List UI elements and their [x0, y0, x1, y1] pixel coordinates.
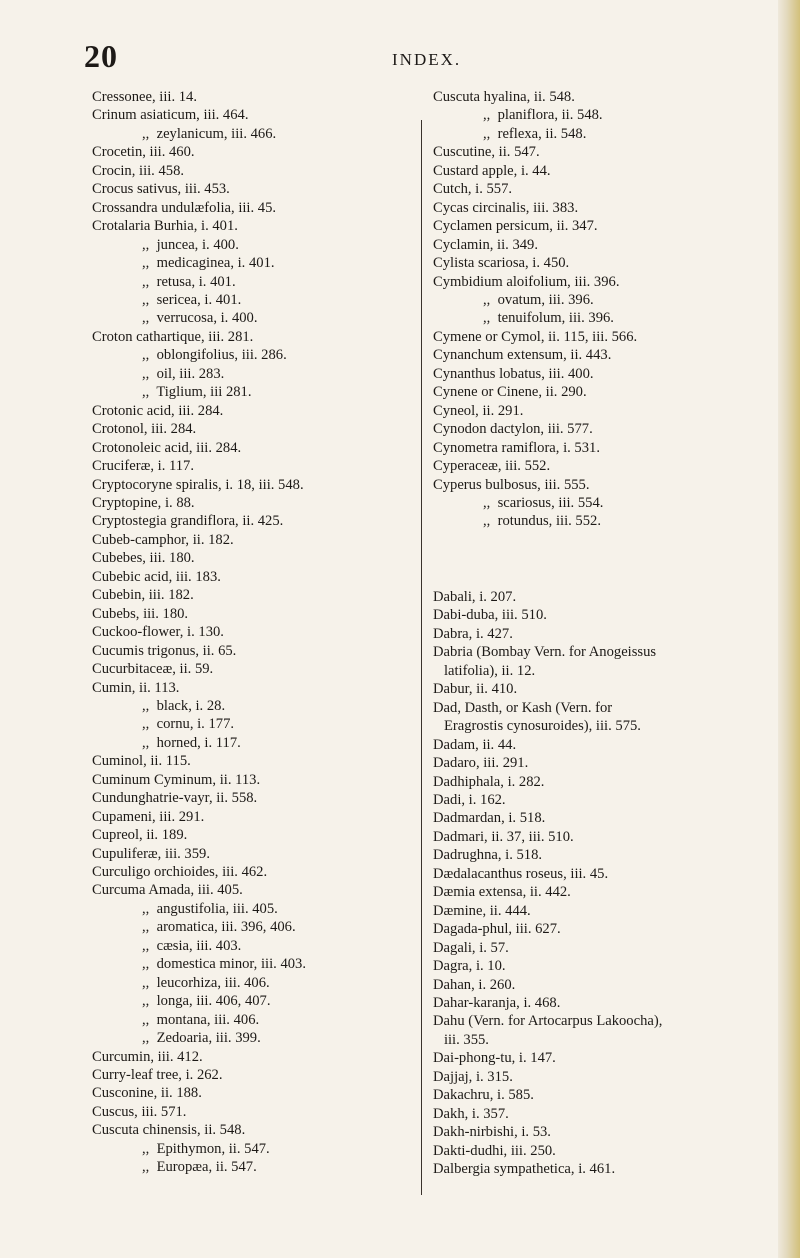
index-entry: Eragrostis cynosuroides), iii. 575. [433, 718, 641, 735]
index-entry: Curcumin, iii. 412. [92, 1048, 203, 1065]
index-entry: Cycas circinalis, iii. 383. [433, 199, 579, 216]
index-entry: Cupreol, ii. 189. [92, 827, 188, 844]
index-entry: Cynanthus lobatus, iii. 400. [433, 365, 594, 382]
index-entry: Cubebs, iii. 180. [92, 605, 189, 622]
index-entry: ,, oblongifolius, iii. 286. [142, 347, 287, 364]
index-entry: Dagra, i. 10. [433, 958, 506, 975]
index-entry: ,, Tiglium, iii 281. [142, 384, 252, 401]
index-entry: ,, medicaginea, i. 401. [142, 255, 275, 272]
index-entry: Croton cathartique, iii. 281. [92, 328, 254, 345]
index-entry: Cutch, i. 557. [433, 181, 513, 198]
index-entry: Dahu (Vern. for Artocarpus Lakoocha), [433, 1013, 663, 1030]
index-column-right-d [433, 588, 783, 1179]
index-entry: Crocetin, iii. 460. [92, 144, 195, 161]
index-entry: Dadi, i. 162. [433, 791, 506, 808]
index-entry: Dakachru, i. 585. [433, 1087, 534, 1104]
index-entry: Crotonol, iii. 284. [92, 421, 197, 438]
index-entry: ,, sericea, i. 401. [142, 291, 242, 308]
index-entry: ,, reflexa, ii. 548. [483, 125, 587, 142]
index-entry: Dad, Dasth, or Kash (Vern. for [433, 699, 613, 716]
index-entry: Dakti-dudhi, iii. 250. [433, 1142, 556, 1159]
index-entry: Cyneol, ii. 291. [433, 402, 524, 419]
index-entry: Dabur, ii. 410. [433, 681, 518, 698]
index-entry: Dabria (Bombay Vern. for Anogeissus [433, 644, 657, 661]
index-entry: Dadmardan, i. 518. [433, 810, 546, 827]
index-entry: Cusconine, ii. 188. [92, 1085, 202, 1102]
index-entry: Dadmari, ii. 37, iii. 510. [433, 828, 574, 845]
index-entry: ,, planiflora, ii. 548. [483, 107, 603, 124]
index-entry: Dagali, i. 57. [433, 939, 509, 956]
index-entry: ,, ovatum, iii. 396. [483, 291, 594, 308]
index-entry: Dakh, i. 357. [433, 1105, 509, 1122]
index-entry: ,, retusa, i. 401. [142, 273, 236, 290]
index-entry: Cyperus bulbosus, iii. 555. [433, 476, 590, 493]
index-entry: Dæmine, ii. 444. [433, 902, 531, 919]
index-entry: ,, cornu, i. 177. [142, 716, 235, 733]
index-entry: Cyclamen persicum, ii. 347. [433, 218, 598, 235]
index-entry: Dabali, i. 207. [433, 589, 517, 605]
index-entry: Dajjaj, i. 315. [433, 1068, 513, 1085]
index-entry: Cumin, ii. 113. [92, 679, 180, 696]
index-entry: ,, Europæa, ii. 547. [142, 1159, 257, 1176]
index-entry: Cubebic acid, iii. 183. [92, 568, 221, 585]
index-entry: Crocin, iii. 458. [92, 162, 185, 179]
index-entry: Custard apple, i. 44. [433, 162, 551, 179]
index-entry: Crotonoleic acid, iii. 284. [92, 439, 242, 456]
index-entry: Crinum asiaticum, iii. 464. [92, 107, 249, 124]
index-entry: Crossandra undulæfolia, iii. 45. [92, 199, 277, 216]
index-entry: ,, longa, iii. 406, 407. [142, 993, 271, 1010]
index-entry: Dalbergia sympathetica, i. 461. [433, 1161, 616, 1178]
index-entry: Cuminol, ii. 115. [92, 753, 191, 770]
index-entry: Cuminum Cyminum, ii. 113. [92, 771, 261, 788]
index-entry: ,, montana, iii. 406. [142, 1011, 260, 1028]
index-entry: Cubebes, iii. 180. [92, 550, 195, 567]
index-entry: ,, angustifolia, iii. 405. [142, 900, 278, 917]
index-entry: Dagada-phul, iii. 627. [433, 921, 561, 938]
index-entry: ,, zeylanicum, iii. 466. [142, 125, 277, 142]
index-entry: Cynometra ramiflora, i. 531. [433, 439, 600, 456]
index-entry: Curry-leaf tree, i. 262. [92, 1067, 223, 1084]
index-entry: ,, oil, iii. 283. [142, 365, 225, 382]
index-entry: Cynanchum extensum, ii. 443. [433, 347, 612, 364]
index-entry: Cuscutine, ii. 547. [433, 144, 540, 161]
running-head: INDEX. [392, 50, 462, 69]
index-entry: Cupameni, iii. 291. [92, 808, 205, 825]
index-entry: Dadam, ii. 44. [433, 736, 517, 753]
index-entry: Cundunghatrie-vayr, ii. 558. [92, 790, 258, 807]
index-entry: Dadhiphala, i. 282. [433, 773, 545, 790]
index-entry: Cymbidium aloifolium, iii. 396. [433, 273, 620, 290]
index-entry: Cymene or Cymol, ii. 115, iii. 566. [433, 328, 638, 345]
index-entry: Dai-phong-tu, i. 147. [433, 1050, 556, 1067]
index-entry: ,, black, i. 28. [142, 697, 226, 714]
index-entry: iii. 355. [433, 1031, 489, 1048]
index-entry: Cynene or Cinene, ii. 290. [433, 384, 587, 401]
index-entry: Dabi-duba, iii. 510. [433, 607, 547, 624]
index-entry: Cylista scariosa, i. 450. [433, 255, 570, 272]
index-entry: Cuscuta hyalina, ii. 548. [433, 89, 575, 105]
index-entry: Cressonee, iii. 14. [92, 89, 197, 105]
index-entry: ,, cæsia, iii. 403. [142, 937, 242, 954]
index-entry: ,, Zedoaria, iii. 399. [142, 1030, 261, 1047]
index-entry: Curcuma Amada, iii. 405. [92, 882, 243, 899]
index-entry: ,, juncea, i. 400. [142, 236, 239, 253]
index-entry: ,, domestica minor, iii. 403. [142, 956, 306, 973]
index-entry: Cubebin, iii. 182. [92, 587, 194, 604]
index-column-left [92, 88, 416, 1177]
index-entry: latifolia), ii. 12. [433, 662, 536, 679]
page-header [0, 38, 800, 78]
index-entry: ,, rotundus, iii. 552. [483, 513, 601, 530]
index-entry: Dæmia extensa, ii. 442. [433, 884, 571, 901]
index-entry: ,, scariosus, iii. 554. [483, 494, 604, 511]
index-entry: Cucurbitaceæ, ii. 59. [92, 661, 214, 678]
index-entry: Dabra, i. 427. [433, 625, 513, 642]
index-entry: Cyclamin, ii. 349. [433, 236, 538, 253]
index-entry: Cynodon dactylon, iii. 577. [433, 421, 593, 438]
index-entry: Crocus sativus, iii. 453. [92, 181, 230, 198]
index-entry: Curculigo orchioides, iii. 462. [92, 864, 268, 881]
index-entry: Cryptocoryne spiralis, i. 18, iii. 548. [92, 476, 304, 493]
index-entry: Crotonic acid, iii. 284. [92, 402, 224, 419]
index-entry: Dadrughna, i. 518. [433, 847, 543, 864]
index-entry: Cupuliferæ, iii. 359. [92, 845, 210, 862]
index-entry: ,, tenuifolum, iii. 396. [483, 310, 614, 327]
index-entry: Cryptostegia grandiflora, ii. 425. [92, 513, 284, 530]
index-entry: Cyperaceæ, iii. 552. [433, 458, 551, 475]
index-entry: Cuscus, iii. 571. [92, 1103, 187, 1120]
index-entry: Cucumis trigonus, ii. 65. [92, 642, 237, 659]
index-entry: ,, horned, i. 117. [142, 734, 241, 751]
index-entry: Dahan, i. 260. [433, 976, 516, 993]
index-entry: Cuscuta chinensis, ii. 548. [92, 1122, 246, 1139]
index-column-right-c [433, 88, 783, 531]
index-entry: Dahar-karanja, i. 468. [433, 994, 561, 1011]
index-entry: Crotalaria Burhia, i. 401. [92, 218, 238, 235]
index-entry: ,, Epithymon, ii. 547. [142, 1140, 270, 1157]
index-entry: Cruciferæ, i. 117. [92, 458, 194, 475]
index-entry: ,, aromatica, iii. 396, 406. [142, 919, 296, 936]
index-entry: Dædalacanthus roseus, iii. 45. [433, 865, 609, 882]
index-entry: ,, verrucosa, i. 400. [142, 310, 258, 327]
index-entry: Cryptopine, i. 88. [92, 494, 195, 511]
column-divider [421, 120, 422, 1195]
index-entry: ,, leucorhiza, iii. 406. [142, 974, 270, 991]
index-entry: Cubeb-camphor, ii. 182. [92, 531, 234, 548]
index-entry: Cuckoo-flower, i. 130. [92, 624, 224, 641]
index-entry: Dakh-nirbishi, i. 53. [433, 1124, 551, 1141]
page-number: 20 [84, 38, 118, 74]
index-entry: Dadaro, iii. 291. [433, 755, 529, 772]
